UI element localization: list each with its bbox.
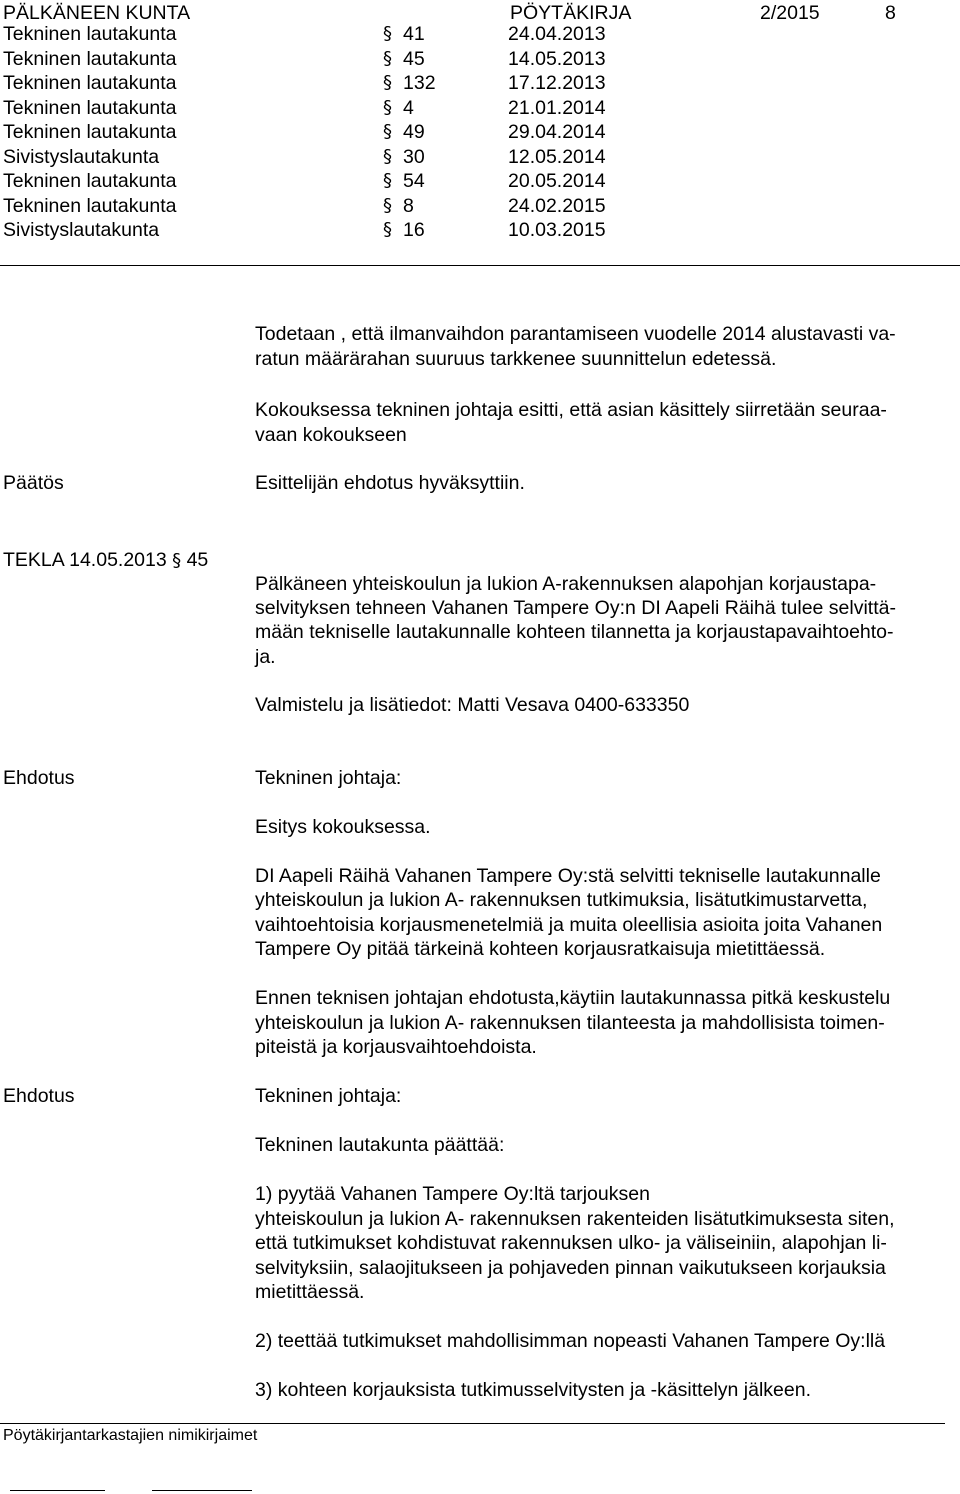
section-number: 54 (403, 170, 425, 192)
paragraph-line: yhteiskoulun ja lukion A- rakennuksen tilanteesta ja mahdollisista toimen- (255, 1012, 885, 1034)
decision-item-line: 2) teettää tutkimukset mahdollisimman nopeasti Vahanen Tampere Oy:llä (255, 1330, 886, 1352)
section-symbol: § (383, 23, 392, 44)
meeting-date: 12.05.2014 (508, 145, 606, 168)
document-type: PÖYTÄKIRJA (510, 2, 632, 24)
committee-name: Tekninen lautakunta (3, 47, 177, 70)
committee-name: Tekninen lautakunta (3, 72, 177, 94)
section-number: 45 (403, 47, 425, 70)
issue-number: 2/2015 (760, 2, 820, 24)
committee-name: Sivistyslautakunta (3, 219, 160, 241)
history-row (3, 96, 953, 120)
meeting-date: 29.04.2014 (508, 121, 606, 143)
meeting-date: 14.05.2013 (508, 47, 606, 70)
inspector-initials-label: Pöytäkirjantarkastajien nimikirjaimet (3, 1427, 258, 1444)
proposal-presenter: Tekninen johtaja: (255, 767, 402, 789)
section-number: 4 (403, 96, 414, 119)
paragraph-line: Kokouksessa tekninen johtaja esitti, että asian käsittely siirretään seuraa- (255, 399, 887, 421)
paragraph-line: yhteiskoulun ja lukion A- rakennuksen tutkimuksia, lisätutkimustarvetta, (255, 889, 868, 911)
section-number: 45 (186, 549, 209, 571)
history-row (3, 169, 953, 193)
decision-text: Esittelijän ehdotus hyväksyttiin. (255, 472, 525, 494)
committee-name: Tekninen lautakunta (3, 194, 177, 217)
decision-item-line: mietittäessä. (255, 1281, 365, 1303)
meeting-date: 21.01.2014 (508, 96, 606, 119)
history-row (3, 145, 953, 169)
section-number: 132 (403, 72, 436, 94)
history-row (3, 47, 953, 71)
page-number: 8 (885, 2, 896, 24)
proposal-presenter: Tekninen johtaja: (255, 1085, 402, 1107)
section-symbol: § (383, 170, 392, 191)
footer-divider (0, 1423, 945, 1424)
section-number: 49 (403, 121, 425, 143)
decision-item-line: yhteiskoulun ja lukion A- rakennuksen rakenteiden lisätutkimuksesta siten, (255, 1208, 895, 1230)
history-row (3, 194, 953, 218)
history-row (3, 218, 953, 242)
decision-intro: Tekninen lautakunta päättää: (255, 1134, 505, 1156)
committee-name: Tekninen lautakunta (3, 96, 177, 119)
paragraph-line: vaan kokoukseen (255, 424, 407, 446)
paragraph-line: mään tekniselle lautakunnalle kohteen tilannetta ja korjaustapavaihtoehto- (255, 621, 894, 643)
paragraph-line: Ennen teknisen johtajan ehdotusta,käytiin lautakunnassa pitkä keskustelu (255, 987, 891, 1009)
section-divider (0, 265, 960, 266)
preparation-info: Valmistelu ja lisätiedot: Matti Vesava 0400-633350 (255, 694, 690, 716)
meeting-reference (3, 548, 208, 574)
meeting-date: 24.02.2015 (508, 194, 606, 217)
proposal-label: Ehdotus (3, 1085, 75, 1107)
history-row (3, 120, 953, 144)
section-symbol: § (383, 47, 392, 69)
history-row (3, 22, 953, 46)
section-symbol: § (383, 194, 392, 216)
paragraph-line: Todetaan , että ilmanvaihdon parantamiseen vuodelle 2014 alustavasti va- (255, 323, 896, 345)
decision-item-line: 1) pyytää Vahanen Tampere Oy:ltä tarjouksen (255, 1183, 650, 1205)
decision-item-line: 3) kohteen korjauksista tutkimusselvitysten ja -käsittelyn jälkeen. (255, 1379, 811, 1401)
committee-name: Sivistyslautakunta (3, 145, 160, 168)
section-number: 41 (403, 23, 425, 45)
signature-line (152, 1490, 252, 1491)
meeting-date: 17.12.2013 (508, 72, 606, 94)
paragraph-line: piteistä ja korjausvaihtoehdoista. (255, 1036, 537, 1058)
section-number: 8 (403, 194, 414, 217)
section-number: 30 (403, 145, 425, 168)
paragraph-line: vaihtoehtoisia korjausmenetelmiä ja muita oleellisia asioita joita Vahanen (255, 914, 883, 936)
proposal-label: Ehdotus (3, 767, 75, 789)
committee-name: Tekninen lautakunta (3, 170, 177, 192)
section-number: 16 (403, 219, 425, 241)
paragraph-line: ja. (255, 646, 276, 668)
section-symbol: § (383, 121, 392, 142)
paragraph-line: ratun määrärahan suuruus tarkkenee suunnittelun edetessä. (255, 348, 777, 370)
municipality-name: PÄLKÄNEEN KUNTA (3, 2, 191, 24)
decision-label: Päätös (3, 472, 64, 494)
committee-name: Tekninen lautakunta (3, 23, 177, 45)
meeting-date: 10.03.2015 (508, 219, 606, 241)
signature-line (10, 1490, 105, 1491)
section-symbol: § (383, 96, 392, 118)
paragraph-line: DI Aapeli Räihä Vahanen Tampere Oy:stä selvitti tekniselle lautakunnalle (255, 865, 881, 887)
paragraph-line: Pälkäneen yhteiskoulun ja lukion A-rakennuksen alapohjan korjaustapa- (255, 573, 877, 595)
section-symbol: § (383, 145, 392, 167)
decision-item-line: että tutkimukset kohdistuvat rakennuksen ulko- ja väliseiniin, alapohjan li- (255, 1232, 887, 1254)
decision-item-line: selvityksiin, salaojitukseen ja pohjaveden pinnan vaikutukseen korjauksia (255, 1257, 886, 1279)
meeting-date: TEKLA 14.05.2013 (3, 549, 167, 571)
section-symbol: § (172, 550, 182, 571)
meeting-date: 24.04.2013 (508, 23, 606, 45)
paragraph-line: Tampere Oy pitää tärkeinä kohteen korjausratkaisuja mietittäessä. (255, 938, 826, 960)
committee-name: Tekninen lautakunta (3, 121, 177, 143)
history-row (3, 71, 953, 95)
paragraph-line: selvityksen tehneen Vahanen Tampere Oy:n DI Aapeli Räihä tulee selvittä- (255, 597, 896, 619)
section-symbol: § (383, 72, 392, 93)
proposal-text: Esitys kokouksessa. (255, 816, 431, 838)
meeting-date: 20.05.2014 (508, 170, 606, 192)
section-symbol: § (383, 219, 392, 240)
